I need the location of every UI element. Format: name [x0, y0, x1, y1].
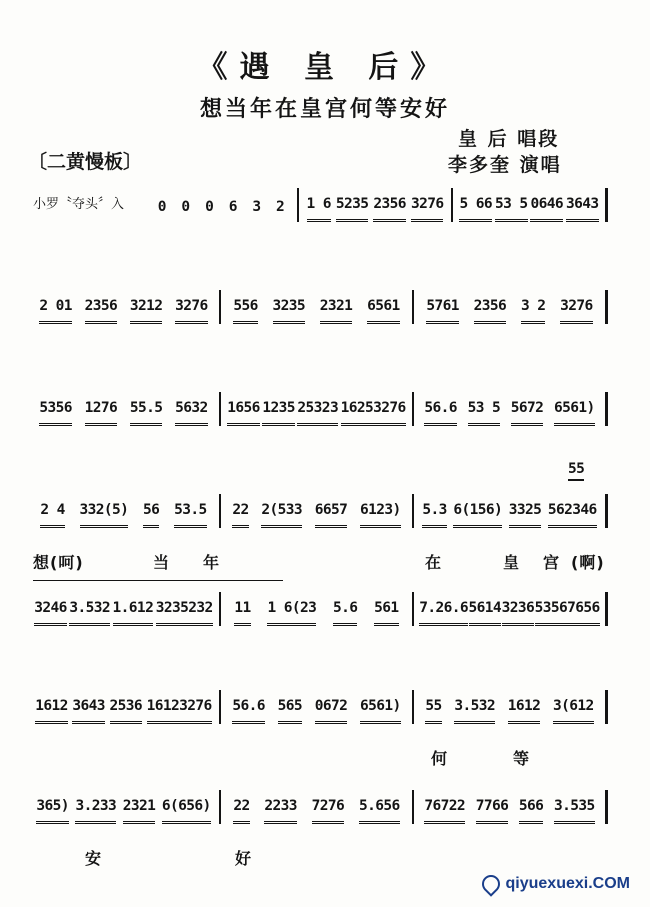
note-group: 3236 [502, 601, 535, 626]
measure [419, 503, 600, 528]
note-group: 566 [519, 799, 543, 824]
staff-row [33, 690, 613, 724]
note-group: 565 [278, 699, 302, 724]
bar-line [219, 592, 221, 626]
note-group: 332(5) [80, 503, 129, 528]
note-group: 6561 [367, 299, 400, 324]
note-group: 2 01 [39, 299, 72, 324]
bar-line-group [33, 494, 613, 528]
bar-line [451, 188, 453, 222]
measure [226, 699, 407, 724]
note-group: 0672 [315, 699, 348, 724]
note-group: 3(612 [553, 699, 594, 724]
note-group: 3 [252, 199, 261, 216]
measure [226, 299, 407, 324]
bar-line [219, 290, 221, 324]
bar-line-group [150, 188, 613, 222]
measure [150, 200, 292, 222]
bar-line [605, 592, 608, 626]
page-title: 《遇 皇 后》 [197, 50, 453, 85]
lyric-syllable: 皇 [503, 553, 521, 572]
tempo-marking: 〔二黄慢板〕 [28, 151, 143, 173]
note-group: 53 5 [468, 401, 501, 426]
lyric-syllable: 宫 [543, 553, 561, 572]
note-group: 5.6 [333, 601, 357, 626]
bar-line [219, 690, 221, 724]
note-group: 561 [374, 601, 398, 626]
lyric-row [33, 746, 613, 768]
measure [33, 799, 214, 824]
note-group: 16123276 [147, 699, 212, 724]
lyric-syllable: 想(呵) [33, 553, 84, 572]
note-group: 56 [143, 503, 159, 528]
note-group: 1 6 [307, 197, 331, 222]
bar-line [412, 592, 414, 626]
bar-line [412, 290, 414, 324]
note-group: 5.656 [359, 799, 400, 824]
note-group: 56.6 [424, 401, 457, 426]
note-group: 0 [205, 199, 214, 216]
note-group: 22 [233, 799, 249, 824]
bar-line [412, 790, 414, 824]
measure [33, 601, 214, 626]
measure [226, 503, 407, 528]
performer-credit: 李多奎 演唱 [448, 154, 562, 176]
staff-row [33, 290, 613, 324]
note-group: 0646 [530, 197, 563, 222]
bar-line [219, 790, 221, 824]
measure [458, 197, 600, 222]
note-group: 22 [232, 503, 248, 528]
note-group: 3276 [560, 299, 593, 324]
measure [419, 699, 600, 724]
note-group: 5235 [336, 197, 369, 222]
note-group: 0 [181, 199, 190, 216]
note-group: 3.233 [75, 799, 116, 824]
note-group: 1.612 [113, 601, 154, 626]
note-group: 1612 [35, 699, 68, 724]
note-group: 6123) [360, 503, 401, 528]
note-group: 53 5 [495, 197, 528, 222]
note-group: 3.532 [69, 601, 110, 626]
lyric-syllable: 年 [203, 553, 221, 572]
measure [226, 601, 407, 626]
note-group: 5632 [175, 401, 208, 426]
guitar-pick-icon [478, 871, 503, 896]
note-group: 5.3 [422, 503, 446, 528]
note-group: 3 2 [521, 299, 545, 324]
staff-row [33, 392, 613, 426]
note-group: 3.535 [554, 799, 595, 824]
note-group: 365) [36, 799, 69, 824]
bar-line-group [33, 690, 613, 724]
measure [226, 401, 407, 426]
note-group: 556 [233, 299, 257, 324]
measure [419, 401, 600, 426]
note-group: 56.6 [232, 699, 265, 724]
note-group: 53.5 [174, 503, 207, 528]
note-group: 3235232 [156, 601, 213, 626]
note-group: 16253276 [341, 401, 406, 426]
lyric-syllable: (啊) [571, 553, 605, 572]
note-group: 53567656 [535, 601, 600, 626]
lyric-syllable: 在 [425, 553, 443, 572]
note-group: 5761 [426, 299, 459, 324]
bar-line [605, 290, 608, 324]
note-group: 7.26.6 [419, 601, 468, 626]
note-group: 3212 [130, 299, 163, 324]
measure [33, 503, 214, 528]
note-group: 76722 [424, 799, 465, 824]
note-group: 1276 [85, 401, 118, 426]
note-group: 2 [276, 199, 285, 216]
lyric-row [33, 846, 613, 868]
measure [226, 799, 407, 824]
measure [33, 699, 214, 724]
note-group: 3325 [509, 503, 542, 528]
note-group: 2 4 [40, 503, 64, 528]
watermark-text: qiyuexuexi.COM [505, 875, 630, 892]
intro-text: 小罗〝夺头〞入 [33, 197, 125, 212]
staff-row [33, 592, 613, 626]
lyric-syllable: 等 [513, 749, 531, 768]
note-group: 5614 [469, 601, 502, 626]
measure [33, 401, 214, 426]
measure [419, 799, 600, 824]
staff-row [33, 790, 613, 824]
lyric-syllable: 安 [85, 849, 103, 868]
note-group: 6561) [554, 401, 595, 426]
note-group: 55 [425, 699, 441, 724]
bar-line [412, 392, 414, 426]
note-group: 1612 [508, 699, 541, 724]
note-group: 3246 [34, 601, 67, 626]
note-group: 2(533 [261, 503, 302, 528]
note-group: 2233 [264, 799, 297, 824]
bar-line [605, 690, 608, 724]
phrase-slur [33, 580, 283, 581]
lyric-syllable: 何 [431, 749, 449, 768]
bar-line [219, 494, 221, 528]
note-group: 3276 [411, 197, 444, 222]
bar-line [412, 494, 414, 528]
note-group: 562346 [548, 503, 597, 528]
bar-line-group [33, 790, 613, 824]
note-group: 3276 [175, 299, 208, 324]
note-group: 25323 [297, 401, 338, 426]
lyric-row [33, 550, 613, 572]
bar-line [605, 392, 608, 426]
note-group: 2321 [123, 799, 156, 824]
note-group: 2536 [110, 699, 143, 724]
note-group: 2356 [373, 197, 406, 222]
note-group: 7766 [476, 799, 509, 824]
measure [419, 299, 600, 324]
watermark [482, 875, 630, 893]
note-group: 3643 [72, 699, 105, 724]
staff-row [33, 461, 613, 528]
bar-line [605, 494, 608, 528]
lyric-syllable: 当 [153, 553, 171, 572]
note-group: 1235 [262, 401, 295, 426]
bar-line [219, 392, 221, 426]
note-group: 6(656) [162, 799, 211, 824]
subtitle: 想当年在皇宫何等安好 [199, 97, 450, 122]
bar-line [412, 690, 414, 724]
note-group: 5 66 [459, 197, 492, 222]
note-group: 3.532 [454, 699, 495, 724]
bar-line-group [33, 392, 613, 426]
note-group: 2321 [320, 299, 353, 324]
note-group: 6657 [315, 503, 348, 528]
note-group: 6 [228, 199, 237, 216]
bar-line [297, 188, 299, 222]
grace-notes: 55 [568, 462, 584, 481]
note-group: 5356 [39, 401, 72, 426]
note-group: 2356 [85, 299, 118, 324]
note-group: 0 [157, 199, 166, 216]
note-group: 55.5 [130, 401, 163, 426]
lyric-syllable: 好 [235, 849, 253, 868]
bar-line [605, 188, 608, 222]
note-group: 3235 [273, 299, 306, 324]
staff-row [150, 188, 613, 222]
note-group: 2356 [474, 299, 507, 324]
measure [419, 601, 600, 626]
note-group: 11 [234, 601, 250, 626]
role-credit: 皇 后 唱段 [458, 128, 560, 150]
note-group: 7276 [312, 799, 345, 824]
bar-line [605, 790, 608, 824]
bar-line-group [33, 290, 613, 324]
note-group: 1 6(23 [267, 601, 316, 626]
bar-line-group [33, 592, 613, 626]
measure [33, 299, 214, 324]
note-group: 6561) [360, 699, 401, 724]
note-group: 6(156) [453, 503, 502, 528]
note-group: 3643 [566, 197, 599, 222]
measure [304, 197, 446, 222]
note-group: 1656 [227, 401, 260, 426]
note-group: 5672 [511, 401, 544, 426]
